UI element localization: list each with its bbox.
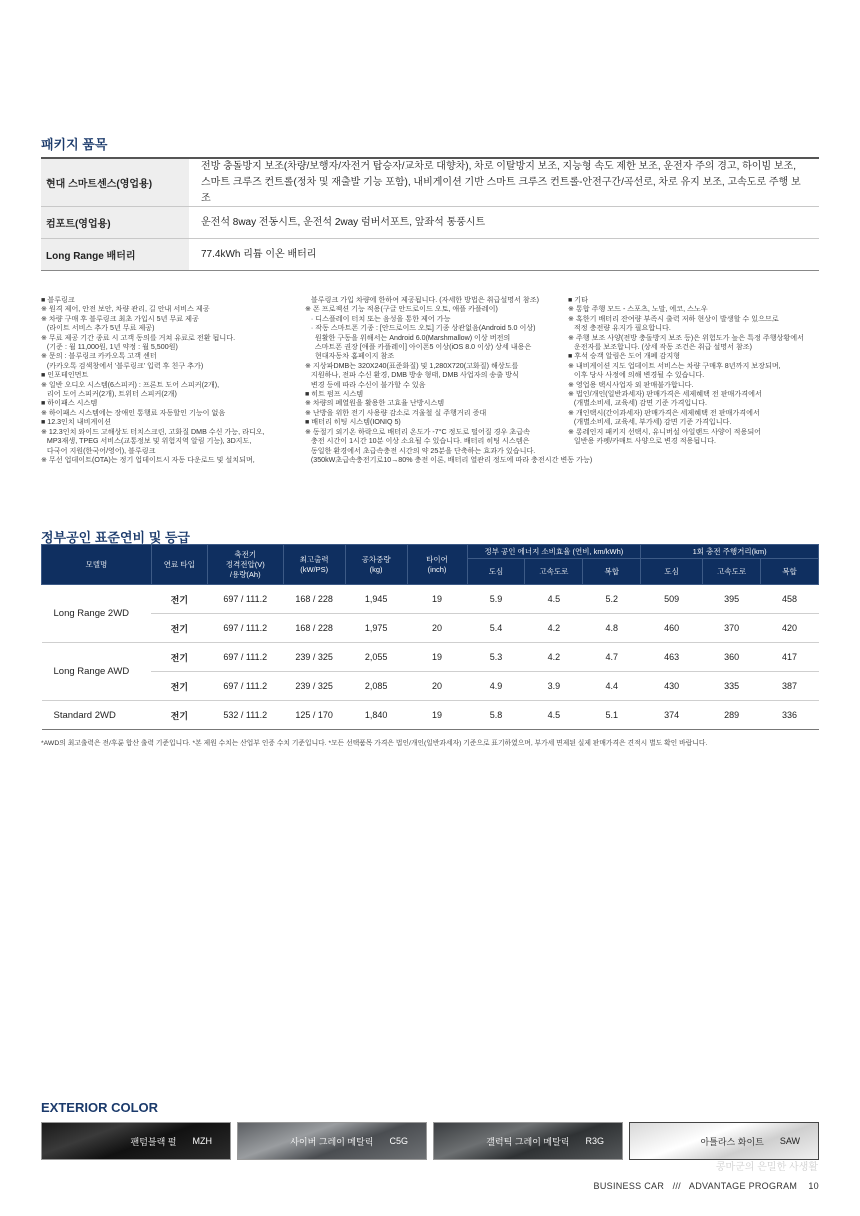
weight: 1,840 [345, 701, 407, 730]
range-highway: 289 [703, 701, 761, 730]
header-eff-combined: 복합 [583, 559, 641, 585]
header-eff-city: 도심 [467, 559, 525, 585]
table-row [42, 672, 819, 701]
eff-highway: 4.5 [525, 585, 583, 614]
tire: 19 [407, 643, 467, 672]
range-city: 430 [641, 672, 703, 701]
footer-program: ADVANTAGE PROGRAM [688, 1181, 798, 1191]
package-row [41, 207, 819, 239]
header-eff-highway: 고속도로 [525, 559, 583, 585]
eff-city: 4.9 [467, 672, 525, 701]
package-title: 패키지 품목 [41, 137, 108, 152]
eff-city: 5.3 [467, 643, 525, 672]
color-name: 갤럭틱 그레이 메탈릭 [486, 1136, 570, 1147]
color-swatch-phantom-black [41, 1122, 231, 1160]
fuel-type: 전기 [151, 701, 207, 730]
battery: 697 / 111.2 [207, 672, 283, 701]
header-range-group: 1회 충전 주행거리(km) [641, 545, 819, 559]
package-desc-line: 스마트 크루즈 컨트롤(정차 및 재출발 기능 포함), 내비게이션 기반 스마트 크루즈 컨트롤-안전구간/곡선로, 차로 유지 보조, 고속도로 주행 보조 [201, 176, 801, 204]
color-code: MZH [192, 1136, 212, 1146]
watermark: 콩마군의 은밀한 사생활 [715, 1162, 818, 1173]
package-desc-line: 77.4kWh 리튬 이온 배터리 [201, 248, 317, 260]
weight: 1,975 [345, 614, 407, 643]
power: 168 / 228 [283, 614, 345, 643]
range-highway: 370 [703, 614, 761, 643]
tire: 19 [407, 701, 467, 730]
notes-column-3: ■ 기타 ※ 통합 주행 모드 - 스포츠, 노말, 에코, 스노우 ※ 혹한기 배터리 잔여량 부족시 출력 저하 현상이 발생할 수 있으므로 적정 충전량 유지가 필요합니다. ※ 주행 보조 사양(전방 충돌방지 보조 등)은 위험도가 높은 특정 주행상황에서 운전자를 보조합니다. (상세 작동 조건은 취급 설명서 참조) ■ 후석 승객 알림은 도어 개폐 감지형 ※ 내비게이션 지도 업데이트 서비스는 차량 구매후 8년까지 보장되며, 이후 당사 사정에 의해 변경될 수 있습니다. ※ 영업용 택시사업자 외 판매불가합니다. ※ 법인/개인(일반과세자) 판매가격은 세제혜택 전 판매가격에서 (개별소비세, 교육세) 감면 기준 가격입니다. ※ 개인택시(간이과세자) 판매가격은 세제혜택 전 판매가격에서 (개별소비세, 교육세, 부가세) 감면 기준 가격입니다. ※ 롱레인지 패키지 선택시, 유니버설 아일랜드 사양이 적용되어 일반용 카펫/카매트 사양으로 변경 적용됩니다. [568, 296, 804, 446]
color-code: R3G [585, 1136, 604, 1146]
header-tire: 타이어 (inch) [407, 545, 467, 585]
package-name: 현대 스마트센스(영업용) [41, 159, 189, 206]
weight: 1,945 [345, 585, 407, 614]
eff-highway: 3.9 [525, 672, 583, 701]
eff-combined: 4.8 [583, 614, 641, 643]
tire: 20 [407, 672, 467, 701]
range-combined: 387 [761, 672, 819, 701]
eff-combined: 4.4 [583, 672, 641, 701]
header-range-combined: 복합 [761, 559, 819, 585]
range-combined: 420 [761, 614, 819, 643]
table-row [42, 585, 819, 614]
fuel-type: 전기 [151, 614, 207, 643]
color-name: 사이버 그레이 메탈릭 [290, 1136, 374, 1147]
weight: 2,085 [345, 672, 407, 701]
page-footer [594, 1181, 819, 1191]
page-number: 10 [808, 1181, 819, 1191]
footer-separator: /// [672, 1181, 681, 1191]
power: 125 / 170 [283, 701, 345, 730]
package-desc-line: 운전석 8way 전동시트, 운전석 2way 럼버서포트, 앞좌석 통풍시트 [201, 216, 486, 228]
eff-combined: 4.7 [583, 643, 641, 672]
eff-combined: 5.2 [583, 585, 641, 614]
eff-city: 5.8 [467, 701, 525, 730]
package-name: 컴포트(영업용) [41, 207, 189, 238]
model-name: Standard 2WD [42, 701, 152, 730]
package-name: Long Range 배터리 [41, 239, 189, 270]
tire: 20 [407, 614, 467, 643]
color-code: C5G [389, 1136, 408, 1146]
table-row [42, 614, 819, 643]
color-swatches [41, 1122, 819, 1160]
range-city: 460 [641, 614, 703, 643]
range-highway: 395 [703, 585, 761, 614]
header-fuel-type: 연료 타입 [151, 545, 207, 585]
color-name: 아틀라스 화이트 [700, 1136, 764, 1147]
eff-highway: 4.2 [525, 614, 583, 643]
tire: 19 [407, 585, 467, 614]
model-name: Long Range AWD [42, 643, 152, 701]
battery: 697 / 111.2 [207, 614, 283, 643]
notes-column-2: 블루링크 가입 차량에 한하여 제공됩니다. (자세한 방법은 취급설명서 참조) ※ 폰 프로젝션 기능 적용(구글 안드로이드 오토, 애플 카플레이) · 디스플레이 터치 또는 음성을 통한 제어 가능 · 작동 스마트폰 기종 : [안드로이드 오토] 기종 상관없음(Android 5.0 이상) 원활한 구동을 위해서는 Android 6.0(Marshmallow) 이상 버전의 스마트폰 권장 [애플 카플레이] 아이폰5 이상(iOS 8.0 이상) 상세 내용은 현대자동차 홈페이지 참조 ※ 지상파DMB는 320X240(표준화질) 및 1,280X720(고화질) 해상도를 지원하나, 전파 수신 환경, DMB 방송 형태, DMB 사업자의 송출 방식 변경 등에 따라 수신이 불가할 수 있음 ■ 히트 펌프 시스템 ※ 차량의 폐열원을 활용한 고효율 난방시스템 ※ 난방을 위한 전기 사용량 감소로 겨울철 실 주행거리 증대 ■ 배터리 히팅 시스템(IONIQ 5) ※ 동절기 외기온 하락으로 배터리 온도가 -7°C 정도로 떨어질 경우 초급속 충전 시간이 1시간 10분 이상 소요될 수 있습니다. 배터리 히팅 시스템은 동일한 환경에서 초급속충전 시간의 약 25분을 단축하는 효과가 있습니다. (350kW초급속충전기로10→80% 충전 이론, 배터리 열관리 정도에 따라 충전시간 변동 가능) [305, 296, 593, 464]
package-desc-line: 전방 충돌방지 보조(차량/보행자/자전거 탑승자/교차로 대향차), 차로 이탈방지 보조, 지능형 속도 제한 보조, 운전자 주의 경고, 하이빔 보조, [201, 160, 796, 172]
fuel-type: 전기 [151, 643, 207, 672]
range-highway: 360 [703, 643, 761, 672]
range-combined: 458 [761, 585, 819, 614]
battery: 532 / 111.2 [207, 701, 283, 730]
footer-left: BUSINESS CAR [593, 1181, 665, 1191]
power: 168 / 228 [283, 585, 345, 614]
range-city: 509 [641, 585, 703, 614]
header-range-city: 도심 [641, 559, 703, 585]
table-row [42, 701, 819, 730]
color-name: 팬텀블랙 펄 [130, 1136, 177, 1147]
fuel-title: 정부공인 표준연비 및 등급 [41, 530, 190, 545]
range-combined: 417 [761, 643, 819, 672]
model-name: Long Range 2WD [42, 585, 152, 643]
package-row [41, 239, 819, 271]
package-desc [189, 159, 819, 206]
fuel-footnote: *AWD의 최고출력은 전/후륜 합산 출력 기준입니다. *본 제원 수치는 산업부 인증 수치 기준입니다. *모든 선택품목 가격은 법인/개인(일반과세자) 기준으로 표기하였으며, 부가세 면제된 실제 판매가격은 견적시 별도 확인 바랍니다. [41, 740, 708, 747]
range-city: 374 [641, 701, 703, 730]
battery: 697 / 111.2 [207, 643, 283, 672]
header-model: 모델명 [42, 545, 152, 585]
package-desc [189, 207, 819, 238]
eff-city: 5.4 [467, 614, 525, 643]
fuel-table [41, 544, 819, 730]
range-city: 463 [641, 643, 703, 672]
weight: 2,055 [345, 643, 407, 672]
header-efficiency-group: 정부 공인 에너지 소비효율 (연비, km/kWh) [467, 545, 641, 559]
exterior-title: EXTERIOR COLOR [41, 1100, 159, 1115]
color-swatch-atlas-white [629, 1122, 819, 1160]
table-row [42, 643, 819, 672]
battery: 697 / 111.2 [207, 585, 283, 614]
range-combined: 336 [761, 701, 819, 730]
header-weight: 공차중량 (kg) [345, 545, 407, 585]
color-code: SAW [779, 1136, 800, 1146]
fuel-type: 전기 [151, 672, 207, 701]
power: 239 / 325 [283, 643, 345, 672]
color-swatch-galactic-gray [433, 1122, 623, 1160]
power: 239 / 325 [283, 672, 345, 701]
notes-column-1: ■ 블루링크 ※ 원격 제어, 안전 보안, 차량 관리, 길 안내 서비스 제공 ※ 차량 구매 후 블루링크 최초 가입시 5년 무료 제공 (라이트 서비스 추가 5년 무료 제공) ※ 무료 제공 기간 종료 시 고객 동의를 거쳐 유료로 전환 됩니다. (기준 : 월 11,000원, 1년 약정 : 월 5,500원) ※ 문의 : 블루링크 카카오톡 고객 센터 (카카오톡 검색창에서 '블루링크' 입력 후 친구 추가) ■ 인포테인먼트 ※ 일반 오디오 시스템(6스피커) : 프론트 도어 스피커(2개), 리어 도어 스피커(2개), 트위터 스피커(2개) ■ 하이패스 시스템 ※ 하이패스 시스템에는 장애인 통행료 자동할인 기능이 없음 ■ 12.3인치 내비게이션 ※ 12.3인치 와이드 고해상도 터치스크린, 고화질 DMB 수신 가능, 라디오, MP3재생, TPEG 서비스(교통정보 및 위험지역 알림 기능), 3D지도, 다국어 지원(한국어/영어), 블루링크 ※ 무선 업데이트(OTA)는 정기 업데이트시 자동 다운로드 및 설치되며, [41, 296, 265, 464]
range-highway: 335 [703, 672, 761, 701]
eff-highway: 4.2 [525, 643, 583, 672]
eff-city: 5.9 [467, 585, 525, 614]
header-range-highway: 고속도로 [703, 559, 761, 585]
eff-highway: 4.5 [525, 701, 583, 730]
package-table [41, 157, 819, 271]
package-row [41, 159, 819, 207]
header-battery: 축전기 정격전압(V) /용량(Ah) [207, 545, 283, 585]
fuel-type: 전기 [151, 585, 207, 614]
eff-combined: 5.1 [583, 701, 641, 730]
package-desc [189, 239, 819, 270]
color-swatch-cyber-gray [237, 1122, 427, 1160]
header-power: 최고출력 (kW/PS) [283, 545, 345, 585]
